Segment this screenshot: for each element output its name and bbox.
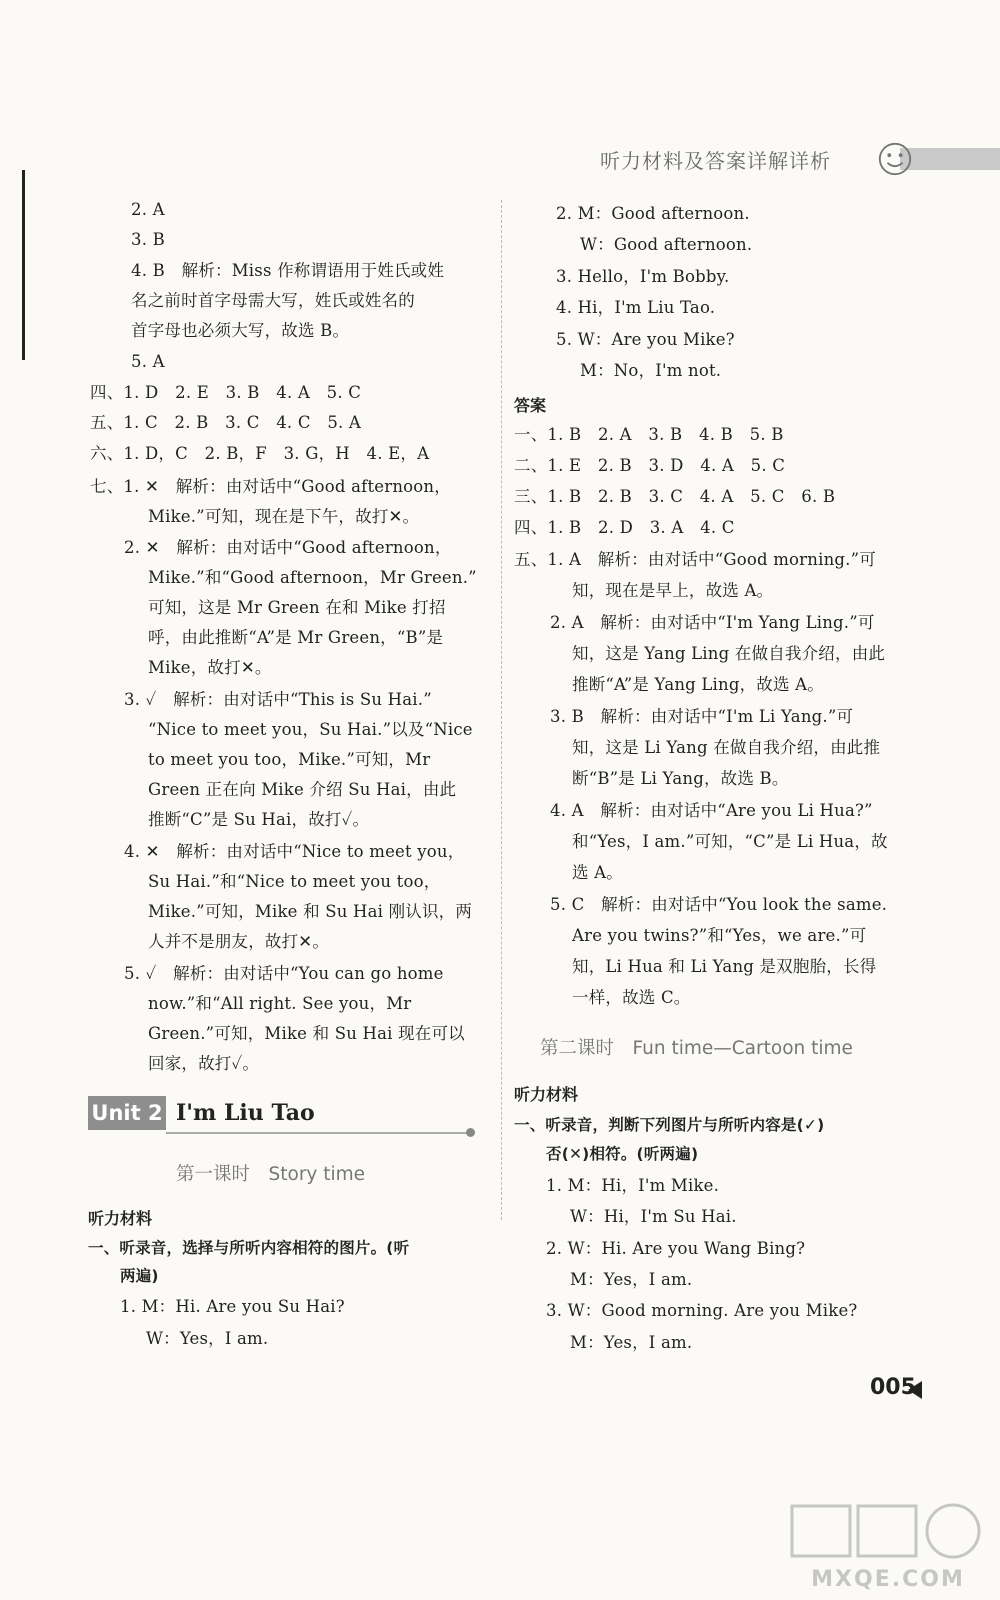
text-line: 5. A [131,352,165,371]
text-line: Mike.”和“Good afternoon，Mr Green.” [148,568,477,587]
header-title: 听力材料及答案详解详析 [600,149,831,173]
text-line: 2. A [131,200,165,219]
watermark-logo [788,1500,988,1595]
section-heading: 听力材料 [88,1209,153,1228]
question-heading: 否(✕)相符。(听两遍) [546,1145,699,1163]
smiley-icon [876,140,914,178]
text-line: Green.”可知，Mike 和 Su Hai 现在可以 [148,1024,465,1043]
svg-text:MXQE.COM: MXQE.COM [811,1567,965,1592]
text-line: W：Yes，I am. [146,1329,269,1348]
text-line: M：Yes，I am. [570,1333,693,1352]
text-line: 四、1. D 2. E 3. B 4. A 5. C [90,383,362,402]
answer-line: 断“B”是 Li Yang，故选 B。 [572,769,789,788]
text-line: to meet you too，Mike.”可知，Mr [148,750,431,769]
answer-line: 知，现在是早上，故选 A。 [572,581,774,600]
text-line: 推断“C”是 Su Hai，故打✓。 [148,810,370,829]
question-heading: 一、听录音，判断下列图片与所听内容是(✓) [514,1116,825,1134]
text-line: 1. M：Hi. Are you Su Hai? [120,1297,345,1316]
text-line: 2. ✕ 解析：由对话中“Good afternoon， [124,538,452,557]
text-line: M：Yes，I am. [570,1270,693,1289]
answer-line: Are you twins?”和“Yes，we are.”可 [572,926,867,945]
answer-line: 选 A。 [572,863,623,882]
text-line: 4. B 解析：Miss 作称谓语用于姓氏或姓 [131,261,445,280]
text-line: Green 正在向 Mike 介绍 Su Hai，由此 [148,780,457,799]
text-line: now.”和“All right. See you，Mr [148,994,412,1013]
lesson-title: 第二课时 Fun time—Cartoon time [540,1038,853,1059]
text-line: 5. ✓ 解析：由对话中“You can go home [124,964,444,983]
answer-line: 3. B 解析：由对话中“I'm Li Yang.”可 [550,707,854,726]
unit-dot [466,1128,475,1137]
text-line: 人并不是朋友，故打✕。 [148,932,330,951]
answer-line: 五、1. A 解析：由对话中“Good morning.”可 [514,550,876,569]
text-line: “Nice to meet you，Su Hai.”以及“Nice [148,720,473,739]
answer-line: 4. A 解析：由对话中“Are you Li Hua?” [550,801,873,820]
text-line: 3. ✓ 解析：由对话中“This is Su Hai.” [124,690,432,709]
lesson-title: 第一课时 Story time [176,1164,366,1185]
answer-line: 三、1. B 2. B 3. C 4. A 5. C 6. B [514,487,836,506]
answer-line: 和“Yes，I am.”可知，“C”是 Li Hua，故 [572,832,888,851]
text-line: W：Hi，I'm Su Hai. [570,1207,737,1226]
column-divider [501,200,503,1220]
text-line: 3. W：Good morning. Are you Mike? [546,1301,858,1320]
margin-rule [22,170,25,360]
text-line: Mike.”可知，Mike 和 Su Hai 刚认识，两 [148,902,473,921]
answer-line: 2. A 解析：由对话中“I'm Yang Ling.”可 [550,613,875,632]
text-line: 五、1. C 2. B 3. C 4. C 5. A [90,413,362,432]
unit-title: I'm Liu Tao [176,1100,315,1126]
unit-badge: Unit 2 [88,1096,166,1130]
section-heading: 听力材料 [514,1085,579,1104]
answer-line: 二、1. E 2. B 3. D 4. A 5. C [514,456,786,475]
question-heading: 两遍) [120,1267,159,1285]
text-line: 2. W：Hi. Are you Wang Bing? [546,1239,806,1258]
answer-line: 一样，故选 C。 [572,988,691,1007]
answer-line: 知，Li Hua 和 Li Yang 是双胞胎，长得 [572,957,877,976]
unit-underline [166,1132,468,1134]
answer-line: 知，这是 Li Yang 在做自我介绍，由此推 [572,738,881,757]
question-heading: 一、听录音，选择与所听内容相符的图片。(听 [88,1239,410,1257]
answer-line: 5. C 解析：由对话中“You look the same. [550,895,888,914]
text-line: 七、1. ✕ 解析：由对话中“Good afternoon， [90,477,451,496]
answer-line: 一、1. B 2. A 3. B 4. B 5. B [514,425,784,444]
text-line: Mike，故打✕。 [148,658,272,677]
text-line: 3. B [131,230,165,249]
text-line: 呼，由此推断“A”是 Mr Green，“B”是 [148,628,444,647]
text-line: Mike.”可知，现在是下午，故打✕。 [148,507,420,526]
answer-heading: 答案 [514,396,547,415]
text-line: 4. Hi，I'm Liu Tao. [556,298,716,317]
answer-line: 知，这是 Yang Ling 在做自我介绍，由此 [572,644,886,663]
text-line: 六、1. D，C 2. B，F 3. G，H 4. E，A [90,444,430,463]
text-line: 可知，这是 Mr Green 在和 Mike 打招 [148,598,446,617]
answer-line: 推断“A”是 Yang Ling，故选 A。 [572,675,824,694]
header-bar [900,148,1000,170]
text-line: 名之前时首字母需大写，姓氏或姓名的 [131,291,415,310]
page-marker-icon [908,1381,922,1399]
answer-line: 四、1. B 2. D 3. A 4. C [514,518,735,537]
text-line: 3. Hello，I'm Bobby. [556,267,730,286]
text-line: 2. M：Good afternoon. [556,204,750,223]
text-line: 4. ✕ 解析：由对话中“Nice to meet you， [124,842,465,861]
text-line: 1. M：Hi，I'm Mike. [546,1176,720,1195]
text-line: 回家，故打✓。 [148,1054,260,1073]
text-line: 首字母也必须大写，故选 B。 [131,321,350,340]
text-line: M：No，I'm not. [580,361,722,380]
text-line: 5. W：Are you Mike? [556,330,735,349]
page-number: 005 [870,1375,916,1400]
text-line: Su Hai.”和“Nice to meet you too， [148,872,441,891]
text-line: W：Good afternoon. [580,235,753,254]
